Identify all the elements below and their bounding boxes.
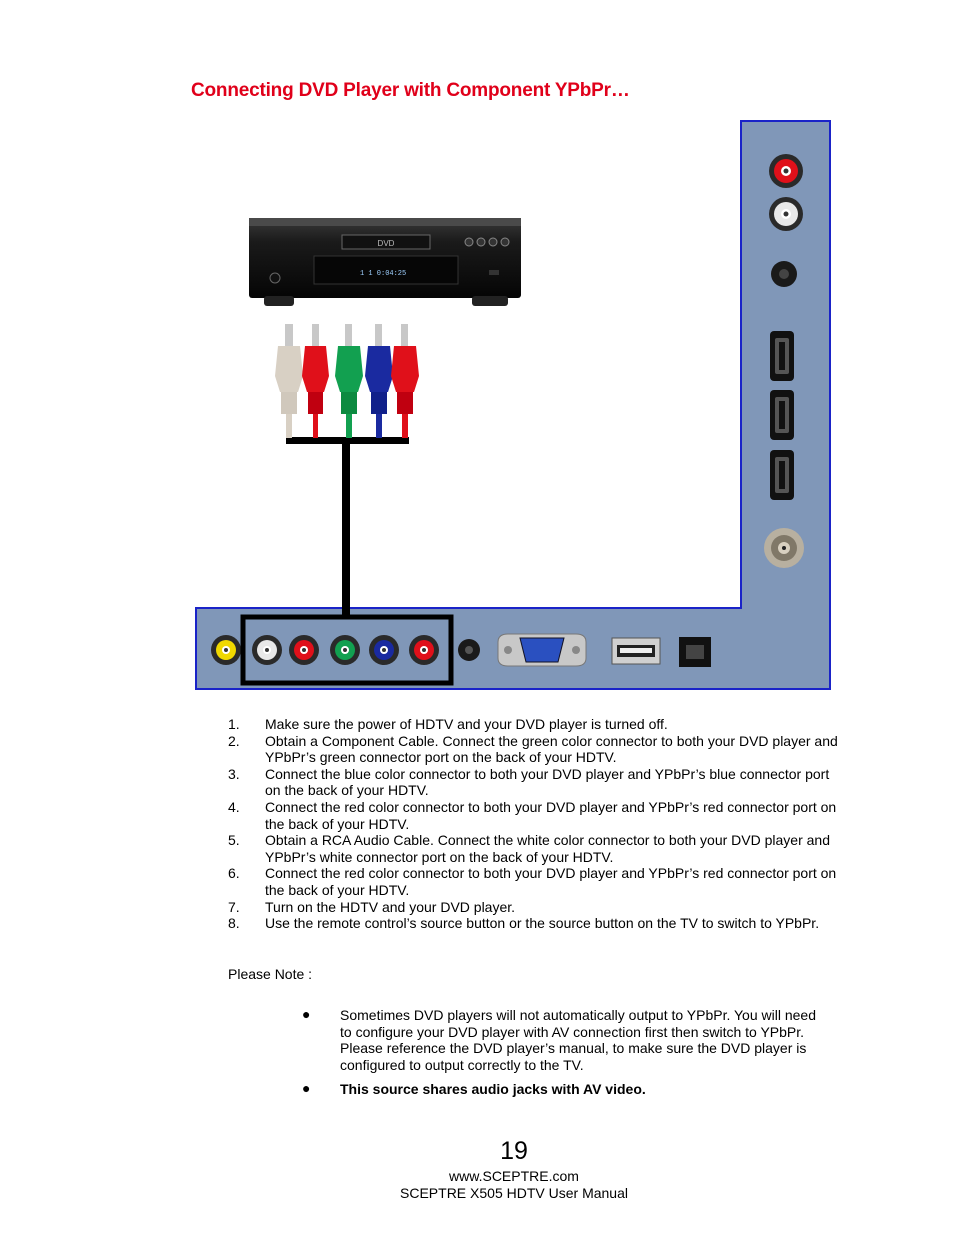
instruction-steps — [228, 716, 838, 932]
cable-line — [342, 440, 350, 618]
audio-white-port-top — [769, 197, 803, 231]
vga-port — [498, 634, 586, 666]
component-pr-red-port — [409, 635, 439, 665]
hdmi-port-2 — [770, 390, 794, 440]
dvd-player — [249, 218, 521, 306]
rca-connector-red-pr — [391, 324, 419, 438]
step-item: 8. Use the remote control’s source button or the source button on the TV to switch to YPbPr. — [228, 915, 820, 932]
step-item: 4. Connect the red color connector to both your DVD player and YPbPr’s red connector port on the back of your HDTV. — [228, 798, 837, 832]
step-item: 1. Make sure the power of HDTV and your DVD player is turned off. — [228, 716, 668, 732]
step-item: 2. Obtain a Component Cable. Connect the green color connector to both your DVD player and YPbPr’s green connector port on the back of your HDTV. — [228, 732, 838, 766]
usb-port — [612, 638, 660, 664]
hdmi-port-3 — [770, 450, 794, 500]
footer-website: www.SCEPTRE.com — [449, 1168, 579, 1184]
step-item: 7. Turn on the HDTV and your DVD player. — [228, 898, 516, 915]
step-item: 6. Connect the red color connector to both your DVD player and YPbPr’s red connector port on the back of your HDTV. — [228, 865, 837, 898]
component-y-green-port — [330, 635, 360, 665]
note-item: ● Sometimes DVD players will not automatically output to YPbPr. You will need to configure your DVD player with AV connection first then switch to YPbPr. Please reference the DVD player’s manual, to make sure the DVD player is configured to output correctly to the TV. — [302, 1006, 816, 1073]
step-item: 5. Obtain a RCA Audio Cable. Connect the white color connector to both your DVD player and YPbPr’s white connector port on the back of your HDTV. — [228, 832, 830, 865]
headphone-jack — [771, 261, 797, 287]
bullet-icon: ● — [302, 1006, 311, 1022]
notes-list — [302, 1007, 822, 1106]
component-audio-white-port — [252, 635, 282, 665]
av-video-yellow-port — [211, 635, 241, 665]
step-item: 3. Connect the blue color connector to both your DVD player and YPbPr’s blue connector port on the back of your HDTV. — [228, 765, 830, 799]
rca-connector-white — [275, 324, 303, 438]
bullet-icon: ● — [302, 1080, 311, 1097]
dvd-display: 1 1 0:04:25 — [360, 270, 407, 278]
component-audio-red-port — [289, 635, 319, 665]
page-title: Connecting DVD Player with Component YPbPr… — [191, 80, 630, 101]
optical-port — [679, 637, 711, 667]
page-number: 19 — [500, 1137, 528, 1165]
coax-antenna-port — [764, 528, 804, 568]
rca-connector-red-audio — [302, 324, 329, 438]
pc-audio-jack — [458, 639, 480, 661]
component-pb-blue-port — [369, 635, 399, 665]
audio-red-port-top — [769, 154, 803, 188]
rca-connector-green — [335, 324, 363, 438]
note-item: ● This source shares audio jacks with AV video. — [302, 1080, 646, 1098]
dvd-label: DVD — [377, 239, 395, 248]
note-label: Please Note : — [228, 966, 313, 982]
hdmi-port-1 — [770, 331, 794, 381]
rca-connector-blue — [365, 324, 393, 438]
footer-manual-title: SCEPTRE X505 HDTV User Manual — [400, 1185, 628, 1201]
